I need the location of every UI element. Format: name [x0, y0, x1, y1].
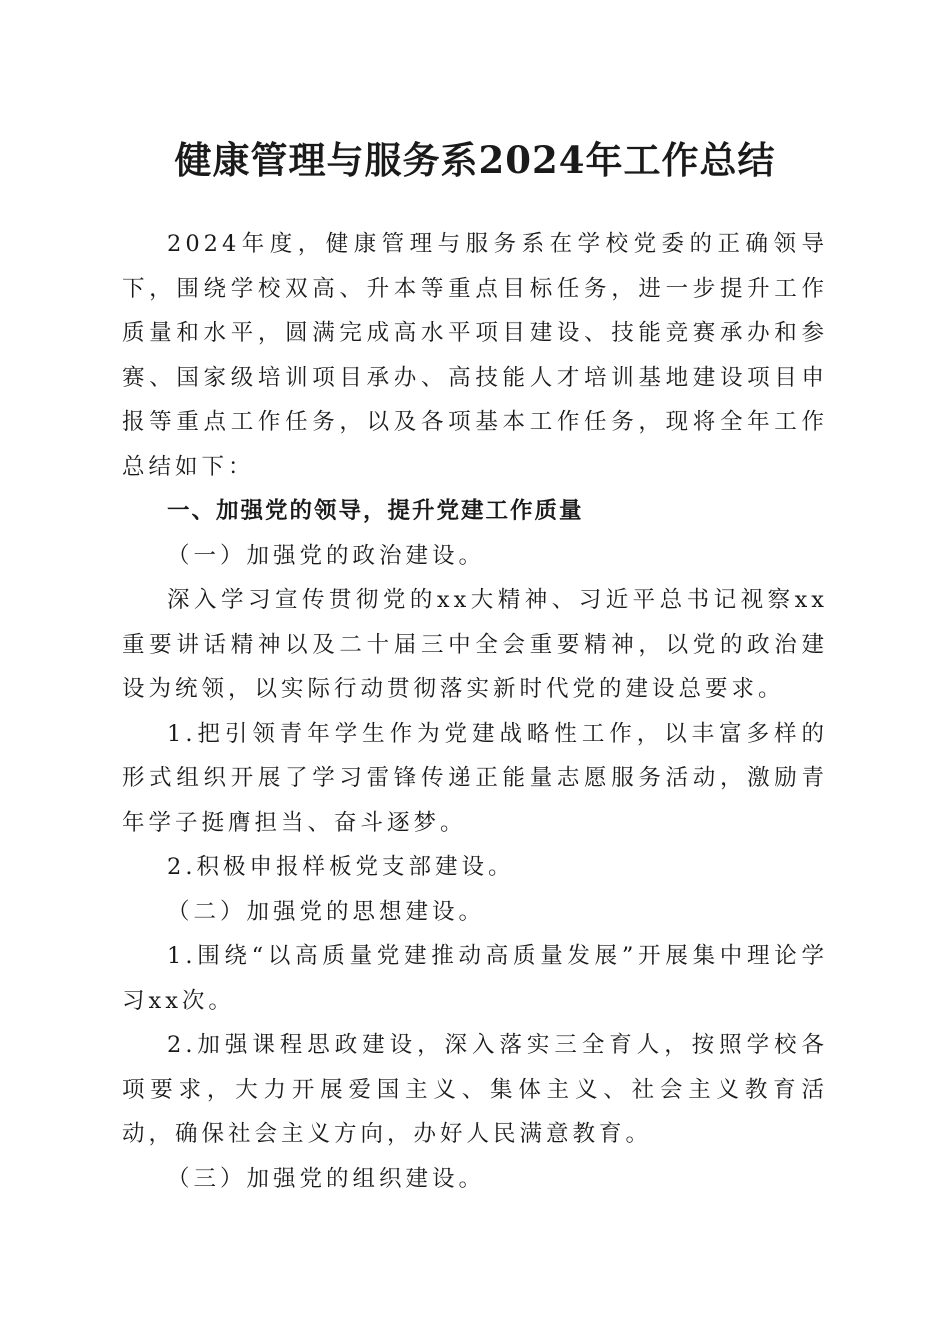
- subsection-2-item-1: 1.围绕“以高质量党建推动高质量发展”开展集中理论学习xx次。: [122, 943, 828, 1014]
- subsection-heading-2: （二）加强党的思想建设。: [167, 898, 486, 925]
- subsection-heading-3: （三）加强党的组织建设。: [167, 1165, 486, 1192]
- subsection-heading-1: （一）加强党的政治建设。: [167, 542, 486, 569]
- document-title: 健康管理与服务系2024年工作总结: [174, 138, 776, 182]
- subsection-1-paragraph: 深入学习宣传贯彻党的xx大精神、习近平总书记视察xx重要讲话精神以及二十届三中全会重要精神，以党的政治建设为统领，以实际行动贯彻落实新时代党的建设总要求。: [122, 587, 828, 702]
- document-body: [122, 222, 828, 1201]
- subsection-1-item-1: 1.把引领青年学生作为党建战略性工作，以丰富多样的形式组织开展了学习雷锋传递正能量志愿服务活动，激励青年学子挺膺担当、奋斗逐梦。: [122, 720, 828, 836]
- subsection-2-item-2: 2.加强课程思政建设，深入落实三全育人，按照学校各项要求，大力开展爱国主义、集体主义、社会主义教育活动，确保社会主义方向，办好人民满意教育。: [122, 1032, 828, 1147]
- section-heading-1: 一、加强党的领导，提升党建工作质量: [167, 498, 584, 524]
- subsection-1-item-2: 2.积极申报样板党支部建设。: [167, 854, 515, 880]
- intro-paragraph: 2024年度，健康管理与服务系在学校党委的正确领导下，围绕学校双高、升本等重点目标任务，进一步提升工作质量和水平，圆满完成高水平项目建设、技能竞赛承办和参赛、国家级培训项目承办、高技能人才培训基地建设项目申报等重点工作任务，以及各项基本工作任务，现将全年工作总结如下：: [122, 231, 828, 480]
